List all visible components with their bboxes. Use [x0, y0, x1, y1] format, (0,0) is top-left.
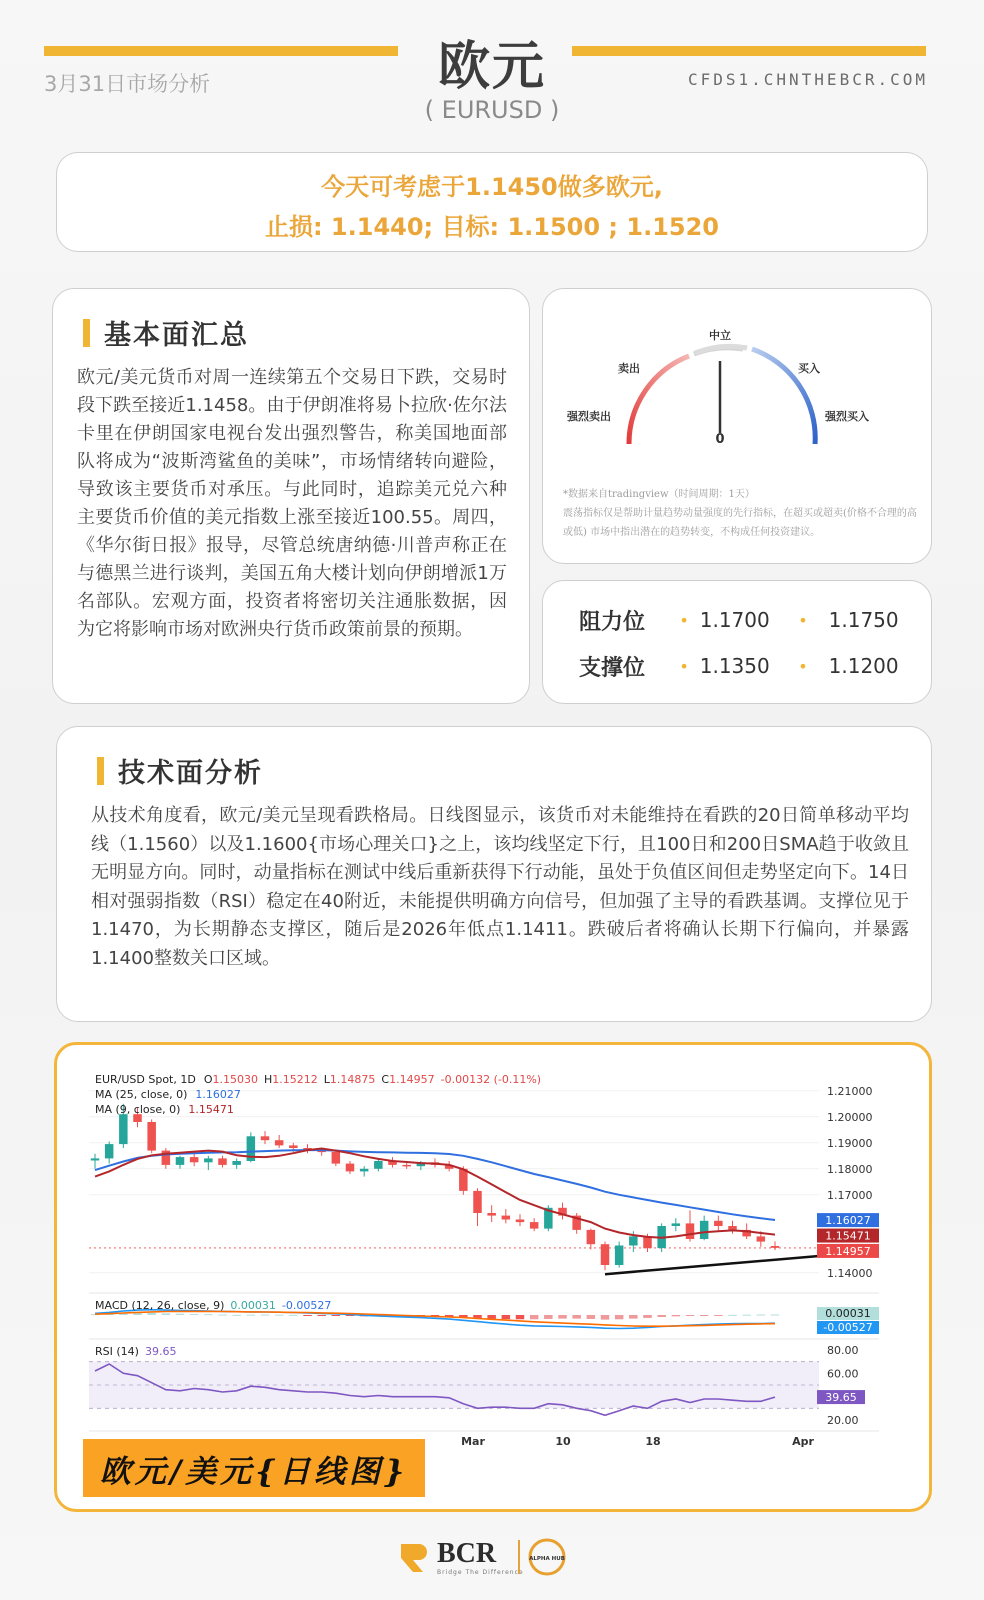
candle-body	[643, 1236, 652, 1248]
x-tick-label: 18	[645, 1435, 661, 1448]
svg-text:Bridge The Difference: Bridge The Difference	[437, 1569, 524, 1576]
macd-bar	[275, 1315, 284, 1316]
macd-bar	[657, 1315, 666, 1317]
candle-body	[289, 1145, 298, 1148]
macd-bar	[317, 1315, 326, 1316]
candle-body	[487, 1213, 496, 1216]
macd-bar	[728, 1315, 737, 1316]
candle-body	[346, 1164, 355, 1172]
rsi-legend: RSI (14) 39.65	[95, 1345, 177, 1358]
technical-title: 技术面分析	[118, 758, 263, 789]
candle-body	[119, 1114, 128, 1144]
candle-body	[728, 1226, 737, 1230]
macd-bar	[757, 1315, 766, 1316]
ma25-legend: MA (25, close, 0) 1.16027	[95, 1088, 241, 1101]
gauge-label-strong-buy: 强烈买入	[825, 410, 869, 423]
macd-bar	[601, 1315, 610, 1320]
sentiment-gauge-card	[542, 288, 932, 564]
gauge-label-strong-sell: 强烈卖出	[567, 410, 611, 423]
macd-bar	[771, 1315, 780, 1316]
gauge-label-neutral: 中立	[709, 329, 731, 342]
candle-body	[275, 1140, 284, 1145]
candle-body	[629, 1236, 638, 1245]
ma9-legend: MA (9, close, 0) 1.15471	[95, 1103, 234, 1116]
macd-bar	[615, 1315, 624, 1319]
rsi-tick-label: 60.00	[827, 1367, 859, 1381]
price-tag-label: 1.16027	[825, 1214, 871, 1228]
macd-bar	[742, 1315, 751, 1316]
resistance-label: 阻力位	[579, 609, 646, 635]
candle-body	[360, 1169, 369, 1172]
candle-body	[459, 1169, 468, 1191]
y-tick-label: 1.17000	[827, 1188, 873, 1202]
candle-body	[672, 1223, 681, 1226]
macd-bar	[530, 1315, 539, 1319]
resistance-2: 1.1750	[828, 608, 899, 632]
technical-heading	[91, 751, 909, 790]
bullet-icon: •	[679, 610, 689, 630]
candle-body	[530, 1222, 539, 1229]
support-row	[579, 651, 909, 681]
macd-bar	[162, 1313, 171, 1315]
support-1: 1.1350	[699, 654, 770, 678]
candle-body	[91, 1158, 100, 1160]
candle-body	[147, 1122, 156, 1151]
candle-body	[473, 1191, 482, 1213]
macd-bar	[247, 1315, 256, 1316]
candle-body	[204, 1158, 213, 1162]
candle-body	[374, 1161, 383, 1169]
technical-analysis-card	[56, 726, 932, 1022]
y-tick-label: 1.18000	[827, 1162, 873, 1176]
macd-bar	[672, 1315, 681, 1316]
candle-body	[615, 1246, 624, 1266]
sentiment-gauge	[543, 289, 933, 489]
macd-bar	[700, 1315, 709, 1316]
candle-body	[402, 1165, 411, 1167]
macd-bar	[332, 1315, 341, 1316]
recommendation-line-2: 止损: 1.1440; 目标: 1.1500 ; 1.1520	[264, 213, 719, 241]
symbol-line: EUR/USD Spot, 1D O1.15030 H1.15212 L1.14875 C1.14957 -0.00132 (-0.11%)	[95, 1073, 542, 1086]
recommendation-line-1: 今天可考虑于1.1450做多欧元,	[321, 173, 663, 201]
rsi-tag-label: 39.65	[825, 1391, 857, 1405]
macd-bar	[558, 1315, 567, 1319]
x-tick-label: Mar	[461, 1435, 485, 1448]
gauge-footnote	[563, 485, 923, 542]
fundamentals-card	[52, 288, 530, 704]
fundamentals-heading	[77, 313, 507, 352]
section-marker	[83, 319, 90, 347]
page-subtitle: ( EURUSD )	[424, 96, 560, 124]
candle-body	[601, 1244, 610, 1265]
macd-bar	[572, 1315, 581, 1319]
bullet-icon: •	[798, 656, 808, 676]
bcr-logo	[397, 1532, 587, 1578]
macd-bar	[261, 1315, 270, 1316]
price-tag-label: 1.14957	[825, 1244, 871, 1258]
y-tick-label: 1.19000	[827, 1136, 873, 1150]
macd-bar	[714, 1315, 723, 1316]
rsi-tick-label: 80.00	[827, 1344, 859, 1357]
rsi-tick-label: 20.00	[827, 1414, 859, 1427]
macd-tag-label: 0.00031	[825, 1307, 871, 1320]
macd-bar	[176, 1314, 185, 1315]
gauge-value: 0	[715, 432, 725, 447]
macd-bar	[516, 1315, 525, 1319]
fundamentals-body: 欧元/美元货币对周一连续第五个交易日下跌，交易时段下跌至接近1.1458。由于伊朗准将易卜拉欣·佐尔法卡里在伊朗国家电视台发出强烈警告，称美国地面部队将成为“波斯湾鲨鱼的美味”，市场情绪转向避险，导致该主要货币对承压。与此同时，追踪美元兑六种主要货币价值的美元指数上涨至接近100.55。周四，《华尔街日报》报导，尽管总统唐纳德·川普声称正在与德黑兰进行谈判，美国五角大楼计划向伊朗增派1万名部队。宏观方面，投资者将密切关注通胀数据，因为它将影响市场对欧洲央行货币政策前景的预期。	[77, 367, 507, 640]
candle-body	[700, 1221, 709, 1239]
site-url[interactable]: CFDS1.CHNTHEBCR.COM	[687, 70, 928, 89]
candle-body	[771, 1246, 780, 1248]
macd-bar	[232, 1315, 241, 1316]
price-chart-card	[54, 1042, 932, 1512]
candle-body	[502, 1216, 511, 1220]
macd-bar	[629, 1315, 638, 1319]
gauge-source-note: *数据来自tradingview（时间周期：1天）	[563, 489, 755, 500]
gauge-label-sell: 卖出	[618, 362, 640, 375]
macd-bar	[502, 1315, 511, 1319]
y-tick-label: 1.20000	[827, 1110, 873, 1124]
macd-bar	[190, 1314, 199, 1315]
x-tick-label: Apr	[792, 1435, 814, 1448]
bullet-icon: •	[798, 610, 808, 630]
rsi-band	[89, 1362, 819, 1409]
resistance-1: 1.1700	[699, 608, 770, 632]
candle-body	[587, 1230, 596, 1244]
fundamentals-title: 基本面汇总	[104, 320, 249, 351]
macd-bar	[643, 1315, 652, 1318]
macd-bar	[289, 1315, 298, 1316]
footer-logos	[0, 1532, 984, 1578]
section-marker	[97, 757, 104, 785]
price-tag-label: 1.15471	[825, 1229, 871, 1243]
macd-bar	[686, 1315, 695, 1316]
rsi-pane	[89, 1362, 819, 1416]
macd-legend: MACD (12, 26, close, 9) 0.00031 -0.00527	[95, 1299, 332, 1312]
candle-body	[714, 1221, 723, 1226]
x-tick-label: 10	[555, 1435, 571, 1448]
candle-body	[757, 1236, 766, 1241]
gauge-label-buy: 买入	[798, 362, 820, 375]
gauge-disclaimer: 震荡指标仅是帮助计量趋势动量强度的先行指标，在超买或超卖(价格不合理的高或低) 市场中指出潜在的趋势转变，不构成任何投资建议。	[563, 508, 917, 538]
candle-body	[516, 1220, 525, 1223]
resistance-row	[579, 605, 909, 635]
macd-bar	[218, 1315, 227, 1316]
support-label: 支撑位	[579, 655, 646, 681]
macd-bar	[204, 1314, 213, 1315]
macd-bar	[544, 1315, 553, 1319]
bullet-icon: •	[679, 656, 689, 676]
page-title: 欧元	[437, 37, 546, 97]
candle-body	[261, 1136, 270, 1140]
macd-bar	[303, 1315, 312, 1316]
svg-text:ALPHA HUB: ALPHA HUB	[529, 1556, 565, 1562]
report-date: 3月31日市场分析	[44, 72, 211, 96]
technical-body: 从技术角度看，欧元/美元呈现看跌格局。日线图显示，该货币对未能维持在看跌的20日简单移动平均线（1.1560）以及1.1600{市场心理关口}之上，该均线坚定下行，且100日和200日SMA趋于收敛且无明显方向。同时，动量指标在测试中线后重新获得下行动能，虽处于负值区间但走势坚定向下。14日相对强弱指数（RSI）稳定在40附近，未能提供明确方向信号，但加强了主导的看跌基调。支撑位见于1.1470，为长期静态支撑区，随后是2026年低点1.1411。跌破后者将确认长期下行偏向，并暴露1.1400整数关口区域。	[91, 805, 909, 969]
candle-body	[218, 1158, 227, 1165]
signal-tag-label: -0.00527	[823, 1321, 873, 1334]
candle-body	[105, 1144, 114, 1158]
svg-text:BCR: BCR	[437, 1538, 497, 1569]
support-2: 1.1200	[828, 654, 899, 678]
trade-recommendation-card	[56, 152, 928, 252]
chart-caption: 欧元/美元{日线图}	[83, 1439, 425, 1497]
macd-bar	[147, 1313, 156, 1315]
candle-body	[686, 1223, 695, 1239]
y-tick-label: 1.21000	[827, 1084, 873, 1098]
macd-bar	[587, 1315, 596, 1319]
candle-body	[176, 1157, 185, 1165]
candle-body	[332, 1152, 341, 1164]
y-tick-label: 1.14000	[827, 1266, 873, 1280]
candle-body	[190, 1157, 199, 1162]
key-levels-card	[542, 580, 932, 704]
eurusd-daily-chart[interactable]	[89, 1063, 909, 1475]
candle-body	[232, 1161, 241, 1165]
